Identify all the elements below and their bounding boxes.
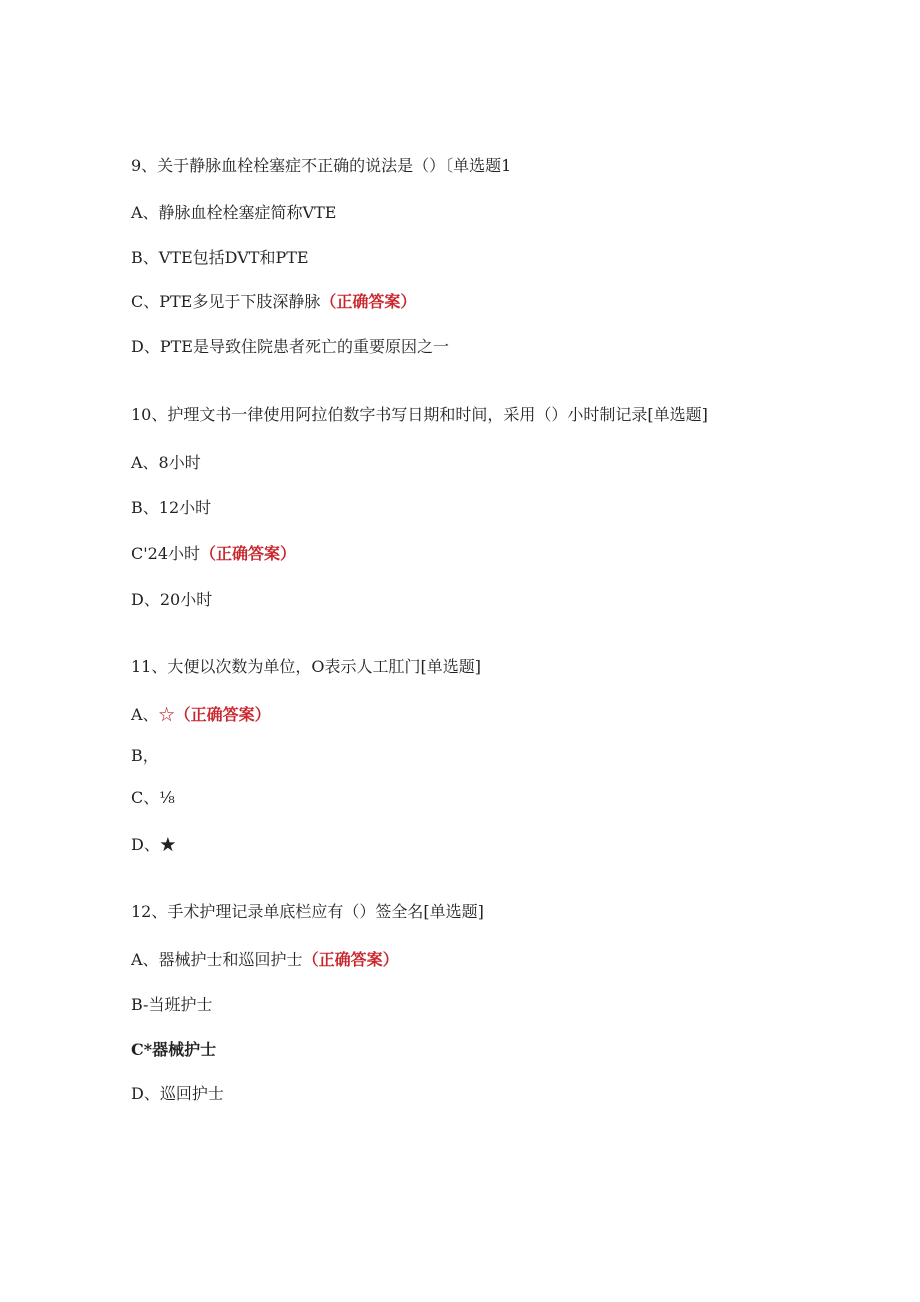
option-text: A、器械护士和巡回护士 [131,950,303,969]
question-12-option-b: B-当班护士 [131,995,213,1014]
question-9-option-a: A、静脉血栓栓塞症简称VTE [131,203,337,222]
question-10-option-c [131,543,296,565]
question-9-option-d: D、PTE是导致住院患者死亡的重要原因之一 [131,337,449,356]
question-10-stem: 10、护理文书一律使用阿拉伯数字书写日期和时间，采用（）小时制记录[单选题] [131,405,708,424]
option-prefix: A、 [131,705,159,724]
correct-answer-tag: （正确答案） [320,292,417,311]
question-9-option-b: B、VTE包括DVT和PTE [131,248,309,267]
question-11-stem: 11、大便以次数为单位，O表示人工肛门[单选题] [131,657,481,676]
question-10-option-b: B、12小时 [131,498,212,517]
question-10-option-d: D、20小时 [131,590,213,609]
question-9-stem: 9、关于静脉血栓栓塞症不正确的说法是（）〔单选题1 [131,156,512,175]
correct-answer-tag: （正确答案） [302,950,399,969]
question-11-option-b: B， [131,746,159,765]
question-12-option-a [131,949,399,971]
option-text: C、PTE多见于下肢深静脉 [131,292,321,311]
star-outline-icon: ☆ [158,705,175,724]
question-12-stem: 12、手术护理记录单底栏应有（）签全名[单选题] [131,902,484,921]
question-9-option-c [131,291,416,313]
question-12-option-d: D、巡回护士 [131,1084,224,1103]
correct-answer-tag: （正确答案） [200,544,297,563]
question-10-option-a: A、8小时 [131,453,201,472]
question-12-option-c: C*器械护士 [131,1040,217,1059]
question-11-option-d: D、★ [131,835,176,854]
correct-answer-tag: （正确答案） [174,705,271,724]
question-11-option-c: C、⅛ [131,788,175,807]
question-11-option-a [131,704,271,726]
option-text: C'24小时 [131,544,201,563]
